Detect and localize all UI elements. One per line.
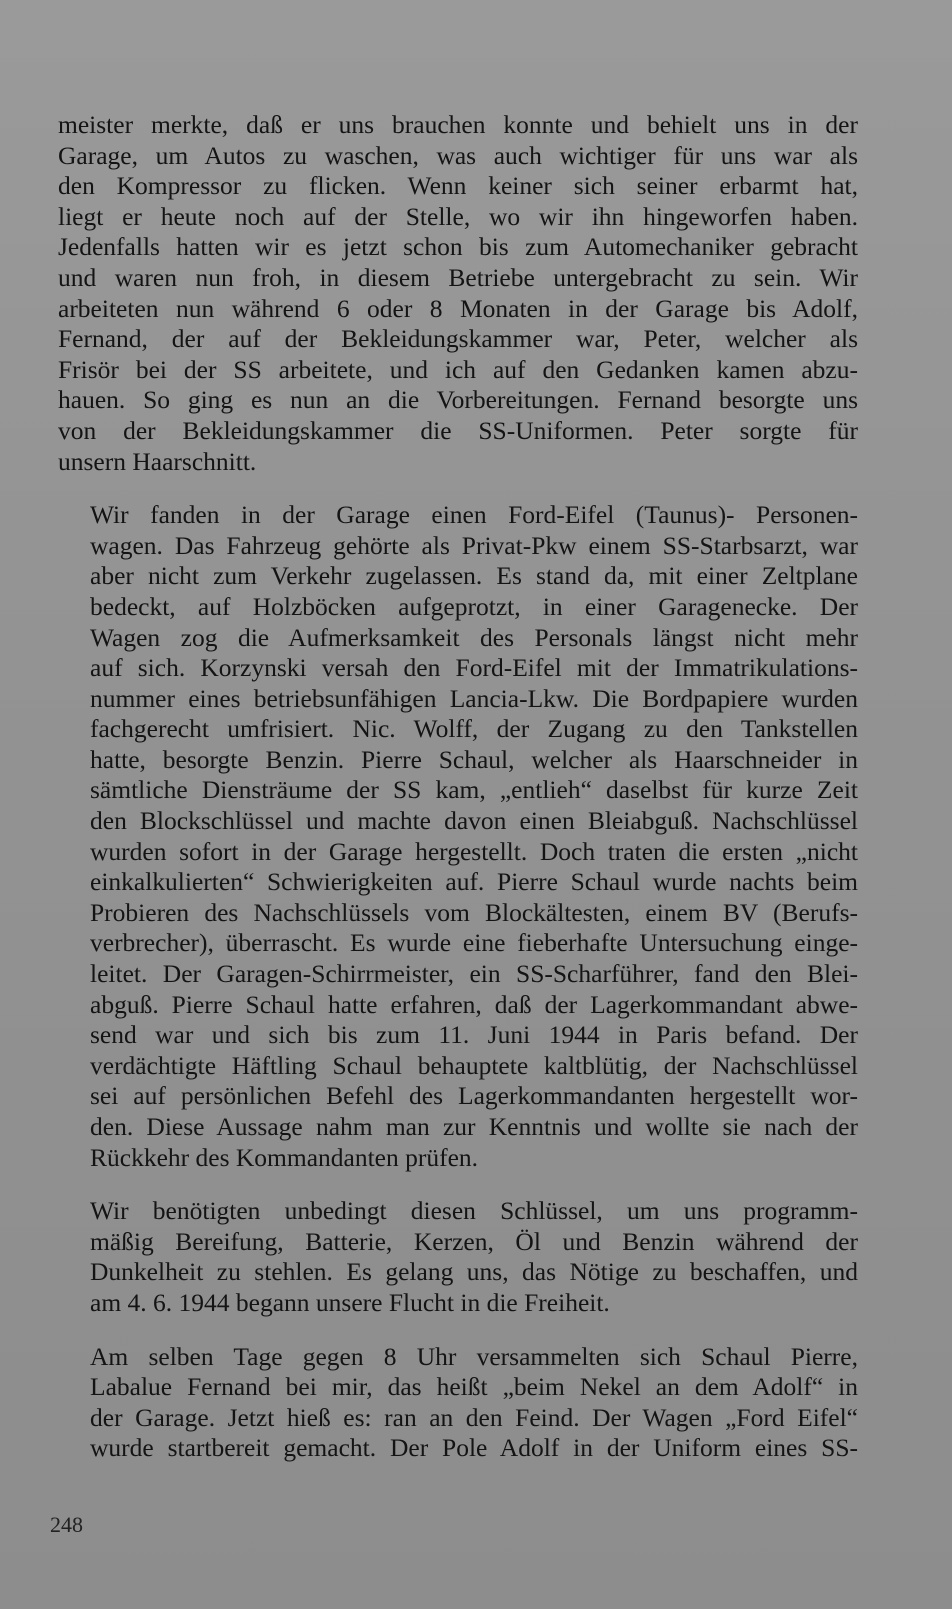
text-line: von der Bekleidungskammer die SS-Uniformen. Peter sorgte für	[58, 415, 858, 445]
text-line: einkalkulierten“ Schwierigkeiten auf. Pierre Schaul wurde nachts beim	[90, 867, 858, 897]
text-line: verbrecher), überrascht. Es wurde eine fieberhafte Untersuchung einge-	[90, 928, 858, 958]
page-number: 248	[50, 1512, 83, 1537]
text-line: wagen. Das Fahrzeug gehörte als Privat-Pkw einem SS-Starbsarzt, war	[90, 530, 858, 560]
paragraph	[58, 1342, 858, 1464]
text-line: fachgerecht umfrisiert. Nic. Wolff, der Zugang zu den Tankstellen	[90, 714, 858, 744]
text-line: Wagen zog die Aufmerksamkeit des Personals längst nicht mehr	[90, 622, 858, 652]
text-line: Dunkelheit zu stehlen. Es gelang uns, das Nötige zu beschaffen, und	[90, 1257, 858, 1287]
body-text	[58, 110, 858, 1464]
text-line: Jedenfalls hatten wir es jetzt schon bis zum Automechaniker gebracht	[58, 232, 858, 262]
text-line: den Blockschlüssel und machte davon einen Bleiabguß. Nachschlüssel	[90, 806, 858, 836]
text-line: meister merkte, daß er uns brauchen konnte und behielt uns in der	[58, 110, 858, 139]
text-line: Frisör bei der SS arbeitete, und ich auf den Gedanken kamen abzu-	[58, 354, 858, 384]
text-line: nummer eines betriebsunfähigen Lancia-Lkw. Die Bordpapiere wurden	[90, 683, 858, 713]
text-line: unsern Haarschnitt.	[58, 446, 257, 476]
text-line: Garage, um Autos zu waschen, was auch wichtiger für uns war als	[58, 140, 858, 170]
text-line: aber nicht zum Verkehr zugelassen. Es stand da, mit einer Zeltplane	[90, 561, 858, 591]
text-line: liegt er heute noch auf der Stelle, wo wir ihn hingeworfen haben.	[58, 201, 858, 231]
text-line: Wir fanden in der Garage einen Ford-Eifel (Taunus)- Personen-	[90, 500, 858, 530]
text-line: der Garage. Jetzt hieß es: ran an den Feind. Der Wagen „Ford Eifel“	[90, 1402, 858, 1432]
text-line: wurde startbereit gemacht. Der Pole Adolf in der Uniform eines SS-	[90, 1433, 858, 1463]
text-line: und waren nun froh, in diesem Betriebe untergebracht zu sein. Wir	[58, 262, 858, 292]
text-line: den Kompressor zu flicken. Wenn keiner sich seiner erbarmt hat,	[58, 171, 858, 201]
text-line: arbeiteten nun während 6 oder 8 Monaten in der Garage bis Adolf,	[58, 293, 858, 323]
text-line: sämtliche Diensträume der SS kam, „entlieh“ daselbst für kurze Zeit	[90, 775, 858, 805]
paragraph	[58, 1196, 858, 1318]
text-line: den. Diese Aussage nahm man zur Kenntnis und wollte sie nach der	[90, 1112, 858, 1141]
text-line: Fernand, der auf der Bekleidungskammer war, Peter, welcher als	[58, 324, 858, 354]
text-line: bedeckt, auf Holzböcken aufgeprotzt, in einer Garagenecke. Der	[90, 591, 858, 621]
text-line: Rückkehr des Kommandanten prüfen.	[90, 1142, 479, 1172]
text-line: auf sich. Korzynski versah den Ford-Eifel mit der Immatrikulations-	[90, 653, 858, 683]
paragraph	[58, 500, 858, 1173]
text-line: leitet. Der Garagen-Schirrmeister, ein SS-Scharführer, fand den Blei-	[90, 959, 858, 989]
text-line: sei auf persönlichen Befehl des Lagerkommandanten hergestellt wor-	[90, 1081, 858, 1111]
text-line: abguß. Pierre Schaul hatte erfahren, daß der Lagerkommandant abwe-	[90, 989, 858, 1019]
text-line: hauen. So ging es nun an die Vorbereitungen. Fernand besorgte uns	[58, 385, 858, 415]
text-line: verdächtigte Häftling Schaul behauptete kaltblütig, der Nachschlüssel	[90, 1050, 858, 1080]
text-line: Probieren des Nachschlüssels vom Blockältesten, einem BV (Berufs-	[90, 897, 858, 927]
paragraph	[58, 110, 858, 477]
text-line: hatte, besorgte Benzin. Pierre Schaul, welcher als Haarschneider in	[90, 744, 858, 774]
text-line: send war und sich bis zum 11. Juni 1944 in Paris befand. Der	[90, 1020, 858, 1050]
text-line: Wir benötigten unbedingt diesen Schlüssel, um uns programm-	[90, 1196, 858, 1226]
text-line: mäßig Bereifung, Batterie, Kerzen, Öl und Benzin während der	[90, 1226, 858, 1256]
text-line: am 4. 6. 1944 begann unsere Flucht in die Freiheit.	[90, 1287, 610, 1317]
text-line: wurden sofort in der Garage hergestellt. Doch traten die ersten „nicht	[90, 836, 858, 866]
text-line: Labalue Fernand bei mir, das heißt „beim Nekel an dem Adolf“ in	[90, 1372, 858, 1402]
text-line: Am selben Tage gegen 8 Uhr versammelten sich Schaul Pierre,	[90, 1341, 858, 1371]
